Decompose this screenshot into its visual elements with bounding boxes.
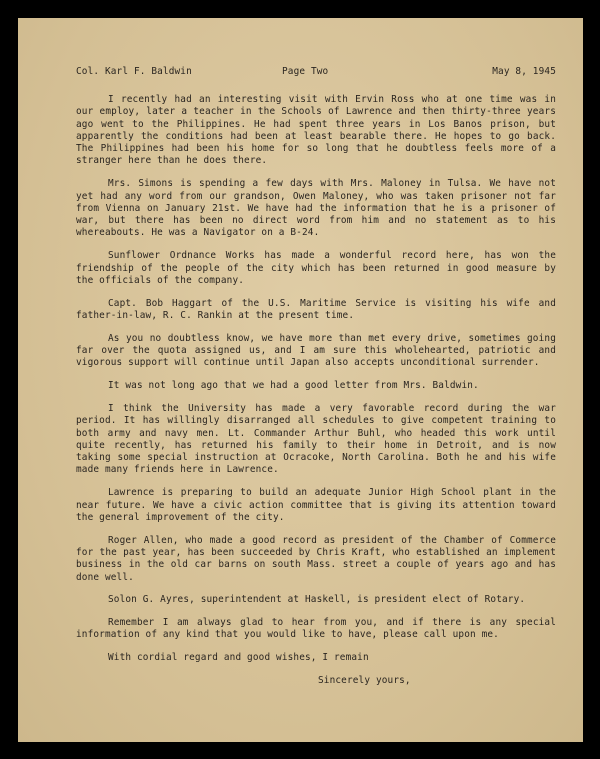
paragraph-drives: As you no doubtless know, we have more than met every drive, sometimes going far over the quota assigned us, and I am sure this wholehearted, patriotic and vigorous support will continue until Japan also accepts unconditional surrender. (76, 332, 556, 369)
paragraph-sunflower-ordnance: Sunflower Ordnance Works has made a wonderful record here, has won the friendship of the people of the city which has been returned in good measure by the officials of the company. (76, 250, 556, 286)
paragraph-solon-ayres: Solon G. Ayres, superintendent at Haskell, is president elect of Rotary. (108, 594, 526, 606)
paragraph-ervin-ross: I recently had an interesting visit with Ervin Ross who at one time was in our employ, later a teacher in the Schools of Lawrence and then thirty-three years ago went to the Philippines. He had spent three years in Los Banos prison, but apparently the conditions had been at least bearable there. He hopes to go back. The Philippines had been his home for so long that he doubtless feels more of a stranger here than he does there. (76, 94, 556, 167)
paragraph-remember: Remember I am always glad to hear from you, and if there is any special information of any kind that you would like to have, please call upon me. (76, 617, 556, 641)
paragraph-capt-haggart: Capt. Bob Haggart of the U.S. Maritime Service is visiting his wife and father-in-law, R. C. Rankin at the present time. (76, 297, 556, 321)
paragraph-university: I think the University has made a very favorable record during the war period. It has willingly disarranged all schedules to give competent training to both army and navy men. Lt. Commander Arthur Buhl, who headed this work until quite recently, has returned his family to their home in Detroit, and is now taking some special instruction at Ocracoke, North Carolina. Both he and his wife made many friends here in Lawrence. (76, 402, 556, 476)
recipient-name: Col. Karl F. Baldwin (76, 66, 192, 77)
page-number: Page Two (282, 66, 329, 77)
letter-date: May 8, 1945 (492, 66, 556, 77)
paragraph-cordial-regard: With cordial regard and good wishes, I remain (108, 652, 369, 664)
paragraph-roger-allen: Roger Allen, who made a good record as president of the Chamber of Commerce for the past year, has been succeeded by Chris Kraft, who established an implement business in the old car barns on south Mass. street a couple of years ago and has done well. (76, 534, 556, 583)
paragraph-mrs-simons: Mrs. Simons is spending a few days with Mrs. Maloney in Tulsa. We have not yet had any word from our grandson, Owen Maloney, who was taken prisoner not far from Vienna on January 21st. We have had the information that he is a prisoner of war, but there has been no direct word from him and no statement as to his whereabouts. He was a Navigator on a B-24. (76, 178, 556, 239)
paragraph-mrs-baldwin: It was not long ago that we had a good letter from Mrs. Baldwin. (108, 380, 479, 392)
letter-page (18, 18, 583, 742)
closing-salutation: Sincerely yours, (318, 674, 411, 686)
letter-header (76, 66, 556, 80)
paragraph-junior-high: Lawrence is preparing to build an adequate Junior High School plant in the near future. We have a civic action committee that is giving its attention toward the general improvement of the city. (76, 487, 556, 523)
letter-body (76, 66, 556, 687)
